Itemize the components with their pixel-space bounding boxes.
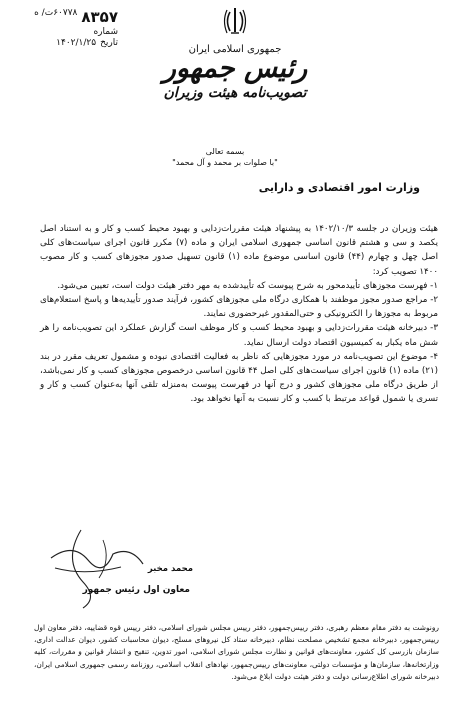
decree-item-2: ۲- مراجع صدور مجوز موظفند با همکاری درگاه ملی مجوزهای کشور، فرآیند صدور تأییدیه‌ها و پاسخ استعلام‌های مربوط به مجوزها را الکترونیکی و حتی‌المقدور غیرحضوری نمایند.: [40, 295, 438, 320]
approval-title: تصویب‌نامه هیئت وزیران: [163, 85, 307, 102]
iran-emblem-icon: [221, 6, 249, 36]
carbon-copy-list: رونوشت به دفتر مقام معظم رهبری، دفتر رییس‌جمهور، دفتر رییس مجلس شورای اسلامی، دفتر رییس قوه قضاییه، دفتر معاون اول رییس‌جمهور، دبیرخانه مجمع تشخیص مصلحت نظام، دبیرخانه ستاد کل نیروهای مسلح، دیوان محاسبات کشور، دیوان عدالت اداری، سازمان بازرسی کل کشور، معاونت‌های قوانین و نظارت مجلس شورای اسلامی، امور تدوین، تنقیح و انتشار قوانین و مقررات، کلیه وزارتخانه‌ها، سازمان‌ها و مؤسسات دولتی، معاونت‌های رییس‌جمهور، نهادهای انقلاب اسلامی، روزنامه رسمی جمهوری اسلامی ایران، دبیرخانه شورای اطلاع‌رسانی دولت و دفتر هیئت دولت ابلاغ می‌شود.: [34, 623, 439, 681]
document-number: ۸۳۵۷: [81, 8, 118, 26]
reference-block: [8, 8, 118, 49]
decree-intro: هیئت وزیران در جلسه ۱۴۰۲/۱۰/۳ به پیشنهاد هیئت مقررات‌زدایی و بهبود محیط کسب و کار و به استناد اصل یکصد و سی و هشتم قانون اساسی جمهوری اسلامی ایران و ماده (۷) مکرر قانون اجرای سیاست‌های کلی اصل چهل و چهارم (۴۴) قانون اساسی موضوع ماده (۱) قانون تسهیل صدور مجوزهای کسب و کار مصوب ۱۴۰۰ تصویب کرد:: [40, 224, 438, 277]
decree-item-3: ۳- دبیرخانه هیئت مقررات‌زدایی و بهبود محیط کسب و کار موظف است گزارش عملکرد این تصویب‌نامه را هر شش ماه یکبار به کمیسیون اقتصاد دولت ارسال نماید.: [40, 323, 438, 348]
reference-number-row: [8, 8, 118, 27]
date-value: ۱۴۰۲/۱/۲۵: [56, 38, 97, 48]
signer-title: معاون اول رئیس جمهور: [82, 585, 190, 595]
decree-item-4: ۴- موضوع این تصویب‌نامه در مورد مجوزهایی که ناظر به فعالیت اقتصادی نبوده و مشمول تعریف مقرر در بند (۲۱) ماده (۱) قانون اجرای سیاست‌های کلی اصل ۴۴ قانون اساسی درخصوص مجوزهای کسب و کار نمی‌باشد، از طریق درگاه ملی مجوزهای کشور و درج آنها در فهرست پیوست به‌منزله تلقی آنها به‌عنوان کسب و کار و تسری یا شمول قواعد مرتبط با کسب و کار نسبت به آنها نخواهد بود.: [40, 351, 439, 405]
bismillah-line1: بسمه تعالی: [205, 147, 245, 156]
date-label: تاریخ: [100, 38, 118, 48]
bismillah-line2: "با صلوات بر محمد و آل محمد": [172, 157, 278, 167]
letter-number: ۶۰۷۷۸ت/ ه: [34, 8, 78, 18]
letterhead: [110, 6, 360, 101]
republic-title: جمهوری اسلامی ایران: [188, 44, 282, 55]
recipient: وزارت امور اقتصادی و دارایی: [258, 181, 420, 194]
decree-item-1: ۱- فهرست مجوزهای تأییدمحور به شرح پیوست که تأییدشده به مهر دفتر هیئت دولت است، تعیین می‌شود.: [57, 280, 438, 291]
date-row: [8, 38, 118, 49]
number-label-row: [8, 27, 118, 38]
number-label: شماره: [93, 26, 118, 37]
signer-name: محمد مخبر: [147, 564, 193, 574]
decree-body: [40, 222, 438, 407]
bismillah: [130, 147, 320, 169]
president-title: رئیس جمهور: [162, 53, 308, 84]
